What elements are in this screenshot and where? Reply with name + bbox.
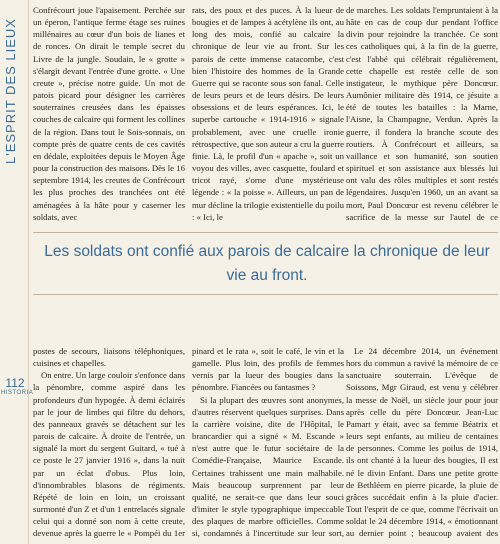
divider [33,294,498,295]
article-column-1-bottom [33,345,185,541]
magazine-name: HISTORIA [1,390,34,396]
article-column-2-top [192,4,344,225]
paragraph: On entre. Un large couloir s'enfonce dans la pénombre, comme aspiré dans les profondeurs d'un hypogée. À demi éclairés par le jour de limbes qui filtre du dehors, des panneaux gravés se détachent sur les parois de calcaire. À droite de l'entrée, un signalé la mort du sergent Guitard, « tué à ce poste le 27 janvier 1916 », dans la nuit par un éclat d'obus. Plus loin, d'innombrables blasons de régiments. Répété de loin en loin, un croissant surmonté d'un Z et d'un 1 entrelacés signale celui qui a donné son nom à cette creute, devenue après la guerre le « Pompéi du 1er [33,370,185,539]
article-column-3-top [346,4,498,225]
pull-quote: Les soldats ont confié aux parois de calcaire la chronique de leur vie au front. [44,243,490,284]
article-column-1-top [33,4,185,225]
paragraph: pinard et le rata », soit le café, le vin et la gamelle. Plus loin, des profils de femmes vernis par la lueur des bougies dans la pénombre. Fiancées ou fantasmes ? [192,346,344,393]
paragraph: Confrécourt joue l'apaisement. Perchée sur un éperon, l'antique ferme étage ses ruines millénaires au cœur d'un bois de lianes et de ronces. On dirait le temple secret du Livre de la jungle. Soudain, le « grotte » s'élargit devant l'entrée d'une grotte. « Une creute », précise notre guide. Un mot de patois picard pour désigner les carrières souterraines creusées dans les épaisses couches de calcaire qui forment les collines de la région. Dans tout le Sois-sonnais, on compte près de quatre cents de ces cavités en dédale, exploitées depuis le Moyen Âge pour la construction des maisons. Dès le 16 septembre 1914, les creutes de Confrécourt les plus proches des tranchées ont été aménagées à la hâte pour y caserner les soldats, avec [33,5,185,222]
article-column-3-bottom [346,345,498,541]
paragraph: postes de secours, liaisons téléphoniques, cuisines et chapelles. [33,346,185,369]
paragraph: de marches. Les soldats l'empruntaient à la hâte en cas de coup dur pendant l'office divin pour rejoindre la tranchée. Ce sont ces catholiques qui, à la fin de la guerre, c'est l'abbé qui célébrait régulièrement, cette chapelle est restée celle de son instigateur, le mythique père Doncœur. Aumônier militaire dès 1914, ce jésuite a été de toutes les batailles : la Marne, l'Aisne, la Champagne, Verdun. Après la guerre, il fondera la branche scoute des routiers. À Confrécourt et ailleurs, sa vaillance et son humanité, son soutien spirituel et son assistance aux blessés lui ont valu des rôles multiples et sont restés légendaires. Jusqu'en 1960, un an avant sa mort, Paul Doncœur est revenu célébrer le sacrifice de la messe sur l'autel de ce [346,5,498,222]
side-rail [0,0,34,544]
paragraph: Le 24 décembre 2014, un événement hors du commun a ravivé la mémoire de ce sanctuaire souterrain. L'évêque de Soissons, Mgr Giraud, est venu y célébrer la messe de Noël, un siècle jour pour jour après celle du père Doncœur. Jean-Luc Pamart y était, avec sa femme Béatrix et leurs sept enfants, au milieu de centaines de personnes. Comme les poilus de 1914, ils ont chanté à la lueur des bougies, Il est né le divin Enfant. Dans une petite grotte de Bethléem en pierre picarde, la pluie de grâces succédait enfin à la pluie d'acier. Tout l'esprit de ce que, comme l'écrivait un soldat le 24 décembre 1914, « émotionnant au dernier point ; beaucoup avaient des [346,346,498,539]
article-column-2-bottom [192,345,344,541]
page-number: 112 [5,376,25,390]
paragraph: Si la plupart des œuvres sont anonymes, d'autres réservent quelques surprises. Dans la carrière voisine, dite de l'Hôpital, le brancardier qui a signé « M. Escande » n'est autre que le futur sociétaire de la Comédie-Française, Maurice Escande. Certaines trahissent une main malhabile. Mais beaucoup surprennent par leur qualité, ne serait-ce que dans leur souci d'imiter le style typographique impeccable des plaques de marbre officielles. Comme si, condamnés à l'incertitude sur leur sort, [192,394,344,539]
section-title: L'ESPRIT DES LIEUX [3,18,18,164]
divider [33,232,498,233]
paragraph: rats, des poux et des puces. À la lueur de bougies et de lampes à acétylène ils ont, au long des mois, confié au calcaire la chronique de leur vie au front. Sur les parois de cette immense catacombe, c'est bien l'histoire des hommes de la Grande Guerre qui se raconte sous son fanal. Celle de leurs peurs et de leurs désirs. De leurs obsessions et de leurs espérances. Ici, le superbe cartouche « 1914-1916 » signale probablement, avec une cruelle ironie rétrospective, que son auteur a cru la guerre finie. Là, le profil d'un « apache », soit un voyou des villes, avec casquette, foulard et tricot rayé, s'orne d'une mystérieuse légende : « la poisse ». Ailleurs, un pan de mur décline la trilogie existentielle du poilu : « Ici, le [192,5,344,222]
